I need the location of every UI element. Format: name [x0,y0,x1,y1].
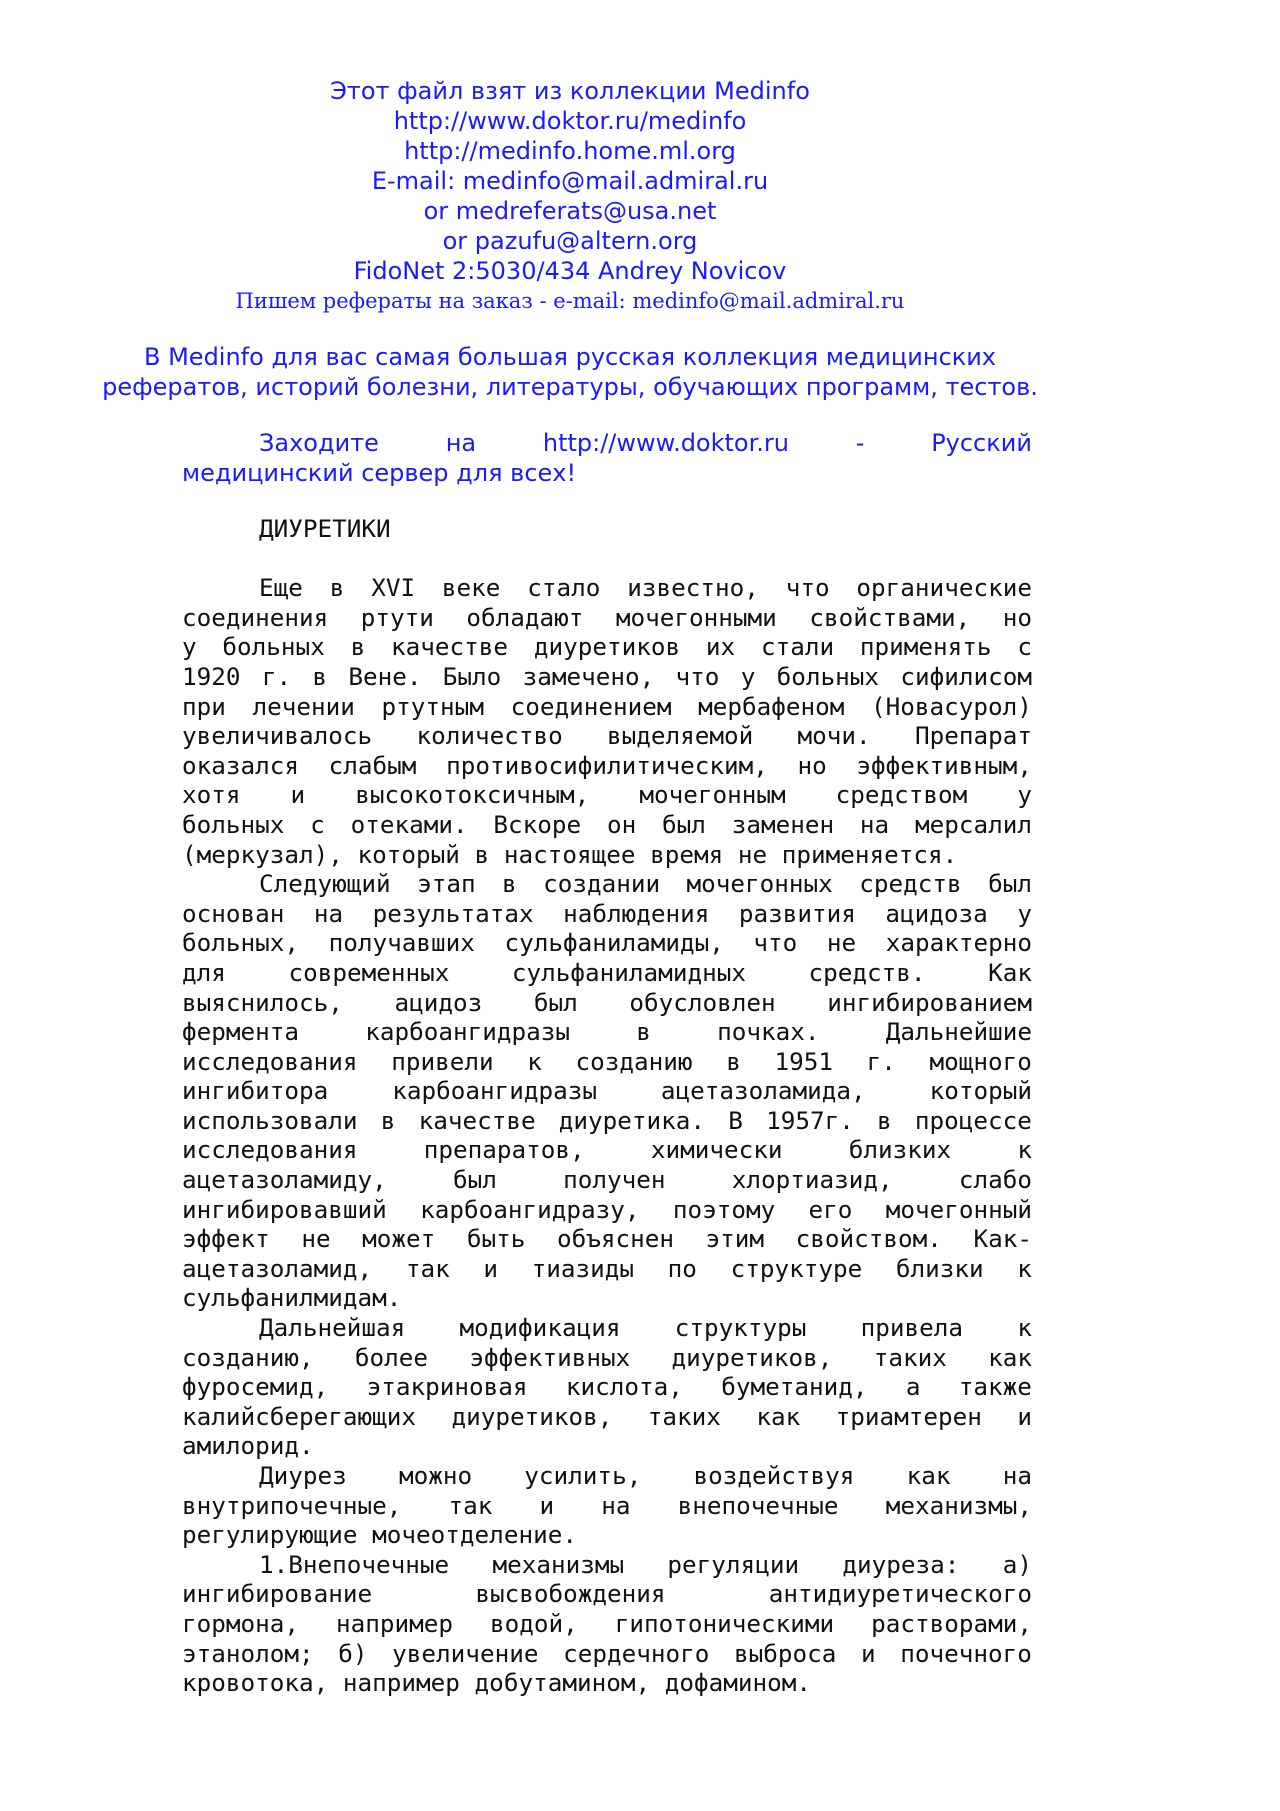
word: у [1017,898,1032,928]
word: ртути [360,602,434,632]
promo-text [0,342,1140,402]
word: свойством. [795,1224,942,1254]
text-line [182,692,1032,722]
text-line [182,780,1032,810]
word: фуросемид, [182,1372,329,1402]
word: средств [859,869,962,899]
word: XVI [371,573,416,603]
word: их [705,632,736,662]
word: привели [391,1046,494,1076]
word: выделяемой [606,721,754,751]
word: использовали [182,1105,358,1135]
word: регуляции [667,1549,800,1579]
word: отеками. [350,809,468,839]
word: был [662,809,706,839]
word: Как- [973,1224,1032,1254]
word: получен [563,1165,666,1195]
word: механизмы, [885,1490,1032,1520]
word: современных [288,957,450,987]
word: стали [760,632,835,662]
word: противосифилитическим, [446,750,768,780]
word: высвобождения [475,1579,666,1609]
word: обладают [466,602,584,632]
collection-header [0,76,1140,315]
word: почках. [717,1017,820,1047]
document-body [182,514,1032,1698]
text-line [182,662,1032,692]
word: ингибирование [182,1579,373,1609]
word: применять [859,632,992,662]
text-line [182,899,1032,929]
word: и [483,1253,498,1283]
word: 1.Внепочечные [259,1549,450,1579]
header-line-doktor-link: http://www.doktor.ru/medinfo [393,107,747,135]
text-line [182,1106,1032,1136]
word: соединения [182,602,329,632]
word: внутрипочечные, [182,1490,402,1520]
word: так [448,1490,493,1520]
text-line-content: кровотока, например добутамином, дофамином. [182,1668,812,1698]
word: известно, [627,573,759,603]
word: в [726,1046,741,1076]
word: с [1017,632,1032,662]
word: эффективным, [856,750,1032,780]
word: свойствами, [809,602,971,632]
word: развития [738,898,856,928]
text-line [182,751,1032,781]
word: воздействуя [693,1461,855,1490]
word: больных [182,809,285,839]
word: не [301,1224,331,1254]
word: карбоангидразы [392,1076,597,1106]
text-line [182,603,1032,633]
word: ацетазоламид, [182,1253,373,1283]
word: и [539,1490,555,1520]
word: для [182,957,226,987]
word: слабым [328,750,417,780]
text-line [182,1431,1032,1461]
word: а) [1002,1549,1032,1579]
text-line [182,1017,1032,1047]
word: Еще [259,573,303,603]
word: таких [647,1401,721,1431]
word: ацетазоламиду, [182,1165,387,1195]
word: у [182,632,197,662]
word: не [826,928,857,958]
word: созданию, [182,1342,314,1372]
header-line-email: E-mail: medinfo@mail.admiral.ru [371,167,769,195]
text-line [182,1639,1032,1669]
word: мочи. [797,721,871,751]
word: внепочечные [677,1490,839,1520]
text-line [182,1135,1032,1165]
text-line-content: регулирующие мочеотделение. [182,1520,577,1550]
word: как [988,1342,1032,1372]
word: триамтерен [835,1401,982,1431]
visit-text [182,428,1032,488]
text-line [182,840,1032,870]
word: этанолом; [182,1638,314,1668]
promo-line-1: В Medinfo для вас самая большая русская коллекция медицинских [144,343,996,371]
word: лечении [252,691,355,721]
text-line [182,1076,1032,1106]
word: который [929,1076,1032,1106]
word: можно [398,1461,473,1490]
word: качестве [418,1105,536,1135]
word: Дальнейшая [259,1313,406,1343]
text-line [182,1254,1032,1284]
word: ацидоз [394,987,483,1017]
text-line [182,1195,1032,1225]
word: как [906,1461,951,1490]
text-line-content: амилорид. [182,1431,314,1461]
word: как [756,1401,801,1431]
word: количество [416,721,563,751]
paragraph [182,1461,1032,1550]
word: замечено, [522,661,655,691]
visit-line-2: медицинский сервер для всех! [182,459,577,487]
word: слабо [958,1165,1032,1195]
word: с [310,809,325,839]
word: что [753,928,798,958]
word: (Новасурол) [871,691,1032,721]
word: Вскоре [493,809,582,839]
text-line [182,1491,1032,1521]
word: средств. [808,957,926,987]
word: этим [705,1224,765,1254]
promo-line-2: рефератов, историй болезни, литературы, обучающих программ, тестов. [102,373,1038,401]
word: созданию [575,1046,693,1076]
visit-word: на [445,429,477,457]
text-line [182,1402,1032,1432]
visit-word: http://www.doktor.ru [542,429,789,457]
word: создании [543,869,661,899]
word: диуретиков, [451,1401,613,1431]
word: получавших [328,928,475,958]
word: диуретиков, [671,1342,833,1372]
word: 1951 [774,1046,833,1076]
word: объяснен [556,1224,674,1254]
text-line [182,928,1032,958]
text-line [182,1224,1032,1254]
word: наблюдения [563,898,710,928]
word: близких [848,1135,952,1165]
word: г. [866,1046,896,1076]
word: препаратов, [423,1135,585,1165]
word: в [636,1017,651,1047]
header-line-collection: Этот файл взят из коллекции Medinfo [330,77,810,105]
word: структуры [674,1313,807,1343]
visit-word: Заходите [259,429,379,457]
word: органические [856,573,1032,603]
visit-word: - [855,429,865,457]
word: карбоангидразу, [420,1194,640,1224]
word: тиазиды [531,1253,635,1283]
word: Как [988,957,1032,987]
word: ингибировавший [182,1194,387,1224]
text-line [182,869,1032,899]
word: сифилисом [900,661,1032,691]
text-line [182,1372,1032,1402]
word: исследования [182,1046,358,1076]
word: что [785,573,830,603]
word: к [527,1046,542,1076]
word: у [1017,780,1032,810]
word: калийсберегающих [182,1401,417,1431]
word: был [988,869,1032,899]
word: Следующий [259,869,391,899]
word: больных, [182,928,300,958]
word: мощного [929,1046,1032,1076]
text-line [182,1609,1032,1639]
header-line-fidonet: FidoNet 2:5030/434 Andrey Novicov [353,257,787,285]
word: так [405,1253,450,1283]
word: антидиуретического [768,1579,1032,1609]
word: мочегонными [615,602,777,632]
word: соединением [510,691,672,721]
paragraph [182,573,1032,869]
word: мерсалил [914,809,1032,839]
word: диуретиков [533,632,681,662]
word: в [329,573,345,603]
word: хотя [182,780,241,810]
word: усилить, [524,1461,642,1490]
word: гипотоническими [614,1608,835,1638]
text-line [182,1047,1032,1077]
text-line [182,1668,1032,1698]
word: и [1017,1401,1032,1431]
visit-line-1 [182,428,1032,458]
paragraph [182,869,1032,1313]
word: г. [261,661,292,691]
header-order-line: Пишем рефераты на заказ - e-mail: medinfo@mail.admiral.ru [235,289,905,313]
word: его [808,1194,853,1224]
text-line [182,1313,1032,1343]
word: поэтому [672,1194,776,1224]
word: результатах [372,898,534,928]
word: сердечного [563,1638,710,1668]
text-line [182,1550,1032,1580]
word: сульфаниламидных [511,957,746,987]
word: качестве [391,632,509,662]
header-line-medinfo-link: http://medinfo.home.ml.org [404,137,736,165]
text-line [182,1461,1032,1491]
word: ацидоза [885,898,988,928]
word: Диурез [259,1461,347,1490]
paragraph [182,1313,1032,1461]
header-line-email-alt-2: or pazufu@altern.org [442,227,698,255]
word: был [453,1165,497,1195]
word: веке [441,573,501,603]
word: буметанид, [721,1372,868,1402]
word: ингибированием [827,987,1032,1017]
word: например [335,1608,454,1638]
word: увеличение [392,1638,539,1668]
word: более [354,1342,429,1372]
word: исследования [182,1135,358,1165]
word: высокотоксичным, [355,780,590,810]
text-line [182,1165,1032,1195]
word: Вене. [348,661,422,691]
text-line [182,958,1032,988]
word: привела [860,1313,964,1343]
word: и [861,1638,876,1668]
text-line [182,721,1032,751]
word: растворами, [871,1608,1032,1638]
word: близки [895,1253,984,1283]
document-title: ДИУРЕТИКИ [259,514,391,543]
word: диуреза: [842,1549,960,1579]
word: что [675,661,720,691]
word: Дальнейшие [885,1017,1032,1047]
word: заменен [731,809,835,839]
word: быть [466,1224,526,1254]
word: структуре [730,1253,863,1283]
word: гормона, [182,1608,300,1638]
word: к [1017,1253,1032,1283]
word: он [606,809,637,839]
header-line-email-alt-1: or medreferats@usa.net [423,197,717,225]
word: ртутным [381,691,484,721]
word: при [182,691,226,721]
word: химически [650,1135,783,1165]
word: на [1002,1461,1032,1490]
word: выяснилось, [182,987,343,1017]
word: а [905,1372,921,1402]
word: по [667,1253,697,1283]
word: механизмы [492,1549,625,1579]
word: таких [873,1342,947,1372]
text-line [182,573,1032,603]
word: Было [442,661,502,691]
visit-word: Русский [931,429,1032,457]
word: и [290,780,306,810]
word: в [877,1105,892,1135]
word: В [728,1105,743,1135]
word: сульфаниламиды, [504,928,724,958]
word: водой, [489,1608,578,1638]
word: этап [417,869,476,899]
word: 1957г. [766,1105,854,1135]
word: основан [182,898,285,928]
word: характерно [885,928,1032,958]
word: больных [776,661,880,691]
word: выброса [733,1638,837,1668]
word: мочегонных [686,869,833,899]
word: также [958,1372,1032,1402]
word: но [1002,602,1032,632]
word: этакриновая [366,1372,528,1402]
word: в [312,661,328,691]
word: эффективных [469,1342,631,1372]
text-line-content: (меркузал), который в настоящее время не применяется. [182,839,958,869]
word: ингибитора [182,1076,329,1106]
word: но [797,750,827,780]
paragraphs [182,573,1032,1698]
word: мочегонным [639,780,786,810]
text-line [182,1283,1032,1313]
word: мочегонный [885,1194,1032,1224]
text-line [182,810,1032,840]
word: к [1017,1313,1032,1343]
word: Препарат [914,721,1032,751]
word: средством [835,780,968,810]
word: б) [338,1638,368,1668]
paragraph [182,1550,1032,1698]
word: больных [222,632,325,662]
word: на [313,898,344,928]
word: к [1017,1135,1032,1165]
word: эффект [182,1224,270,1254]
word: карбоангидразы [365,1017,571,1047]
word: у [740,661,756,691]
text-line-content: сульфанилмидам. [182,1283,402,1313]
word: стало [527,573,601,603]
text-line [182,632,1032,662]
word: модификация [459,1313,621,1343]
word: диуретика. [558,1105,706,1135]
word: на [601,1490,631,1520]
text-line [182,1343,1032,1373]
word: кислота, [565,1372,683,1402]
word: оказался [182,750,300,780]
word: почечного [900,1638,1032,1668]
word: хлортиазид, [731,1165,893,1195]
word: увеличивалось [182,721,373,751]
text-line [182,1520,1032,1550]
word: обусловлен [629,987,776,1017]
word: был [533,987,578,1017]
word: ацетазоламида, [660,1076,866,1106]
word: 1920 [182,661,241,691]
word: в [380,1105,396,1135]
word: в [350,632,366,662]
word: фермента [182,1017,300,1047]
word: мербафеном [698,691,845,721]
word: на [859,809,890,839]
text-line [182,988,1032,1018]
word: может [362,1224,436,1254]
word: в [502,869,517,899]
text-line [182,1579,1032,1609]
word: процессе [914,1105,1032,1135]
